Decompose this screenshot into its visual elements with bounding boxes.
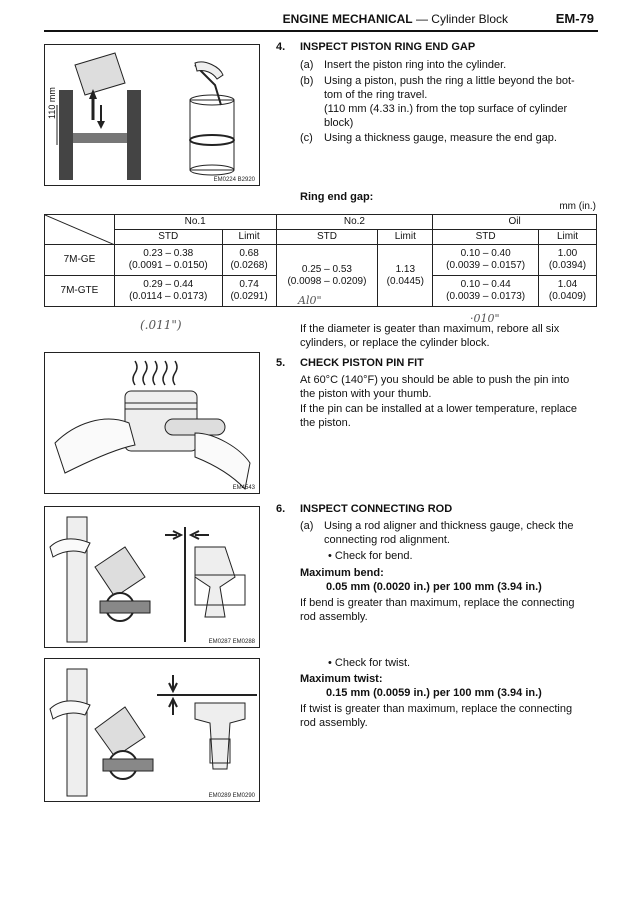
figure-ring-end-gap — [44, 44, 260, 186]
val-mm: 0.68 — [239, 248, 259, 259]
line: block) — [324, 117, 354, 129]
step-letter: (b) — [300, 75, 314, 87]
line: the piston with your thumb. — [300, 388, 432, 400]
step-letter: (a) — [300, 520, 314, 532]
value-cell — [539, 245, 597, 276]
step-text: Using a thickness gauge, measure the end gap. — [324, 132, 557, 144]
table-row — [45, 245, 597, 276]
line: the piston. — [300, 417, 351, 429]
line: If twist is greater than maximum, replace the connecting — [300, 703, 573, 715]
handwritten-note: (.011") — [140, 318, 182, 332]
units-label: mm (in.) — [559, 201, 596, 212]
max-twist-title: Maximum twist: — [300, 673, 383, 685]
line: rod assembly. — [300, 717, 368, 729]
diagonal-line — [45, 215, 115, 245]
line: Using a rod aligner and thickness gauge, check the — [324, 520, 574, 532]
handwritten-note: Al0" — [298, 294, 322, 307]
line: rod assembly. — [300, 611, 368, 623]
val-mm: 0.74 — [239, 279, 259, 290]
pin-fit-note — [300, 402, 577, 430]
val-in: (0.0291) — [230, 291, 268, 302]
value-cell — [433, 276, 539, 307]
header-oil: Oil — [433, 215, 597, 230]
page-number: EM-79 — [555, 11, 594, 26]
val-in: (0.0114 – 0.0173) — [129, 291, 208, 302]
val-mm: 0.23 – 0.38 — [143, 248, 194, 259]
value-cell — [539, 276, 597, 307]
max-bend-value: 0.05 mm (0.0020 in.) per 100 mm (3.94 in.) — [326, 581, 542, 593]
bend-note — [300, 596, 575, 624]
subheader-std: STD — [433, 230, 539, 245]
line: At 60°C (140°F) you should be able to push the pin into — [300, 374, 570, 386]
value-cell — [433, 245, 539, 276]
engine-cell: 7M-GTE — [45, 276, 115, 307]
line: connecting rod alignment. — [324, 534, 450, 546]
line: (110 mm (4.33 in.) from the top surface of cylinder — [324, 103, 568, 115]
header-no2: No.2 — [276, 215, 433, 230]
spec-title: Ring end gap: — [300, 191, 374, 203]
value-cell — [114, 245, 222, 276]
rod-twist-illustration — [45, 659, 259, 801]
step-letter: (a) — [300, 59, 314, 71]
line: Using a piston, push the ring a little beyond the bot- — [324, 75, 575, 87]
val-in: (0.0409) — [548, 291, 587, 302]
line: If bend is greater than maximum, replace the connecting — [300, 597, 575, 609]
engine-cell: 7M-GE — [45, 245, 115, 276]
val-mm: 1.00 — [557, 248, 578, 259]
subheader-std: STD — [276, 230, 378, 245]
line: If the pin can be installed at a lower temperature, replace — [300, 403, 577, 415]
subheader-std: STD — [114, 230, 222, 245]
subheader-limit: Limit — [378, 230, 433, 245]
section-number: 5. — [276, 357, 286, 369]
val-in: (0.0098 – 0.0209) — [287, 275, 367, 287]
page-header — [44, 10, 598, 32]
max-twist-value: 0.15 mm (0.0059 in.) per 100 mm (3.94 in.) — [326, 687, 542, 699]
value-cell-no2-std — [276, 245, 378, 307]
figure-code: EM0289 EM0290 — [208, 793, 255, 799]
val-mm: 1.04 — [557, 279, 578, 290]
section-title: INSPECT CONNECTING ROD — [300, 503, 453, 515]
figure-piston-pin — [44, 352, 260, 494]
rod-bend-illustration — [45, 507, 259, 647]
twist-note — [300, 702, 572, 730]
max-bend-title: Maximum bend: — [300, 567, 384, 579]
value-cell-no2-limit — [378, 245, 433, 307]
section-title: CHECK PISTON PIN FIT — [300, 357, 424, 369]
val-in: (0.0039 – 0.0173) — [446, 291, 526, 302]
diagonal-header-cell — [45, 215, 115, 245]
val-in: (0.0039 – 0.0157) — [446, 260, 526, 271]
val-mm: 0.10 – 0.44 — [460, 279, 511, 290]
line: cylinders, or replace the cylinder block. — [300, 337, 490, 349]
dim-label-110mm: 110 mm — [47, 87, 57, 119]
value-cell — [114, 276, 222, 307]
subheader-limit: Limit — [539, 230, 597, 245]
subheader-limit: Limit — [222, 230, 276, 245]
figure-rod-twist — [44, 658, 260, 802]
val-in: (0.0445) — [386, 275, 424, 287]
value-cell — [222, 245, 276, 276]
figure-code: EM0224 B2920 — [213, 177, 255, 183]
figure-code: EM0287 EM0288 — [208, 639, 255, 645]
val-mm: 0.10 – 0.40 — [460, 248, 511, 259]
step-text — [324, 519, 574, 547]
pin-fit-text — [300, 373, 569, 401]
rebore-note — [300, 322, 600, 350]
header-subsection: — Cylinder Block — [415, 12, 508, 26]
bend-bullet: • Check for bend. — [328, 550, 413, 562]
section-number: 4. — [276, 41, 286, 53]
line: If the diameter is geater than maximum, rebore all six — [300, 323, 560, 335]
ring-gap-illustration — [45, 45, 259, 185]
step-text: Insert the piston ring into the cylinder. — [324, 59, 507, 71]
step-text — [324, 74, 575, 130]
value-cell — [222, 276, 276, 307]
header-title — [283, 12, 508, 26]
header-section: ENGINE MECHANICAL — [282, 12, 413, 26]
figure-rod-bend — [44, 506, 260, 648]
figure-code: EM4543 — [232, 485, 255, 491]
line: tom of the ring travel. — [324, 89, 428, 101]
piston-pin-illustration — [45, 353, 259, 493]
val-in: (0.0394) — [548, 260, 587, 271]
val-mm: 0.29 – 0.44 — [143, 279, 194, 290]
header-no1: No.1 — [114, 215, 276, 230]
val-in: (0.0091 – 0.0150) — [128, 260, 208, 271]
step-letter: (c) — [300, 132, 313, 144]
section-title: INSPECT PISTON RING END GAP — [300, 41, 476, 53]
val-in: (0.0268) — [230, 260, 268, 271]
section-number: 6. — [276, 503, 286, 515]
handwritten-note: ·010" — [470, 312, 500, 325]
val-mm: 0.25 – 0.53 — [301, 263, 352, 275]
twist-bullet: • Check for twist. — [328, 657, 411, 669]
val-mm: 1.13 — [395, 263, 416, 275]
